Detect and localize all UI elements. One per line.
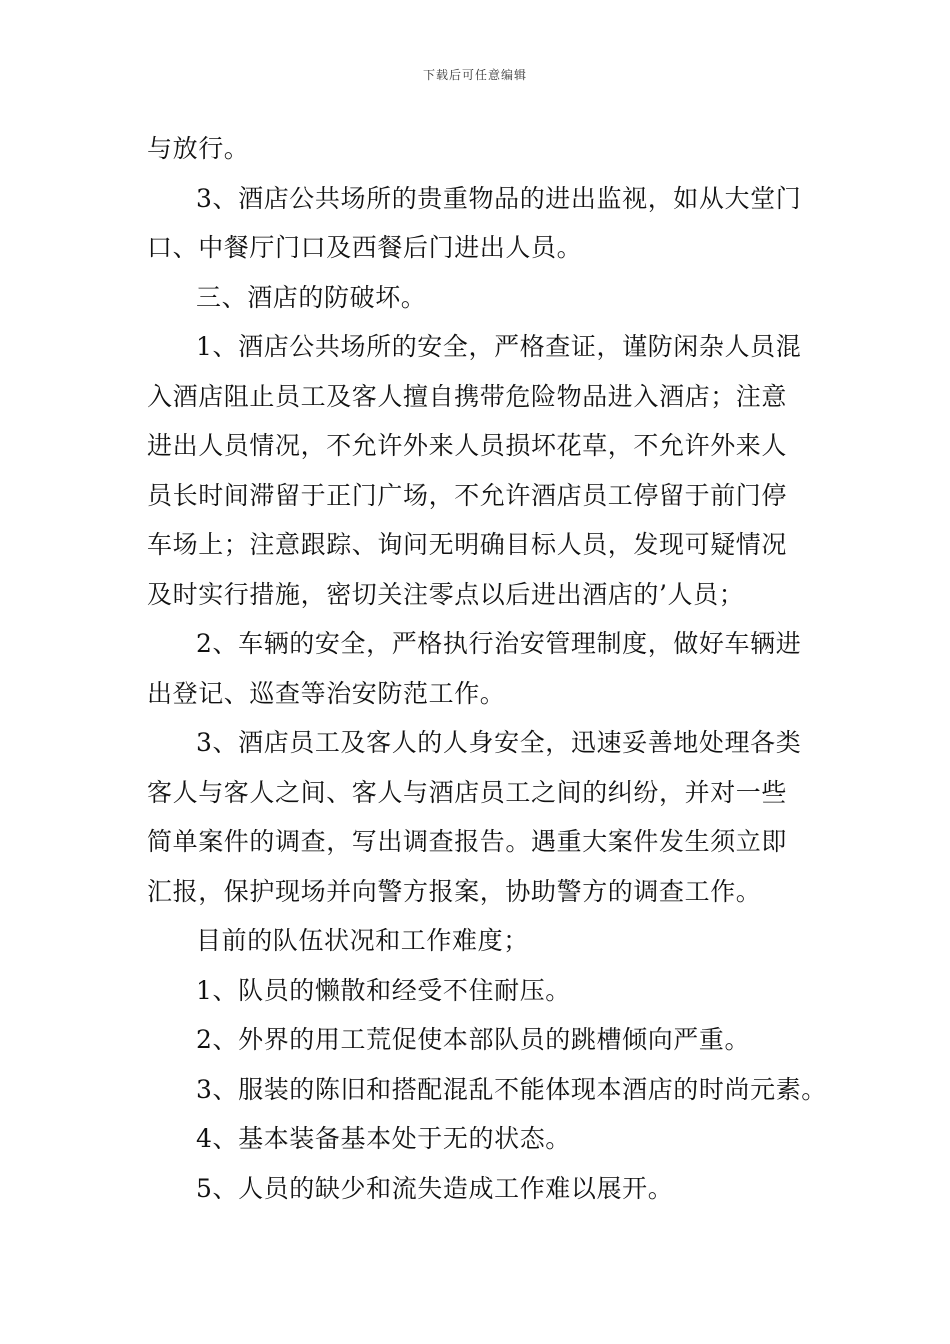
text-line: 简单案件的调查，写出调查报告。遇重大案件发生须立即: [147, 827, 788, 856]
section-heading: 三、酒店的防破坏。: [196, 282, 427, 312]
list-item: 3、服装的陈旧和搭配混乱不能体现本酒店的时尚元素。: [196, 1074, 827, 1104]
text-line: 汇报，保护现场并向警方报案，协助警方的调查工作。: [147, 876, 762, 906]
text-line: 及时实行措施，密切关注零点以后进出酒店的’人员；: [147, 579, 745, 609]
list-item: 2、外界的用工荒促使本部队员的跳槽倾向严重。: [196, 1025, 751, 1054]
text-line: 出登记、巡查等治安防范工作。: [147, 678, 506, 708]
page-header-note: 下载后可任意编辑: [422, 68, 527, 82]
text-line: 1、酒店公共场所的安全，严格查证，谨防闲杂人员混: [196, 332, 802, 361]
text-line: 3、酒店公共场所的贵重物品的进出监视，如从大堂门: [196, 183, 802, 213]
text-line: 2、车辆的安全，严格执行治安管理制度，做好车辆进: [196, 629, 802, 658]
text-line: 进出人员情况，不允许外来人员损坏花草，不允许外来人: [147, 431, 788, 460]
text-line: 客人与客人之间、客人与酒店员工之间的纠纷，并对一些: [147, 777, 788, 807]
section-heading: 目前的队伍状况和工作难度；: [196, 926, 529, 955]
text-line: 3、酒店员工及客人的人身安全，迅速妥善地处理各类: [196, 728, 802, 757]
list-item: 4、基本装备基本处于无的状态。: [196, 1124, 571, 1153]
list-item: 1、队员的懒散和经受不住耐压。: [196, 975, 571, 1005]
text-line: 口、中餐厅门口及西餐后门进出人员。: [147, 233, 583, 262]
text-line: 车场上；注意跟踪、询问无明确目标人员，发现可疑情况: [147, 530, 788, 559]
list-item: 5、人员的缺少和流失造成工作难以展开。: [196, 1173, 674, 1203]
text-line: 与放行。: [147, 134, 250, 163]
document-body: [147, 124, 827, 1213]
text-line: 入酒店阻止员工及客人擅自携带危险物品进入酒店；注意: [147, 381, 788, 411]
text-line: 员长时间滞留于正门广场，不允许酒店员工停留于前门停: [147, 480, 788, 510]
